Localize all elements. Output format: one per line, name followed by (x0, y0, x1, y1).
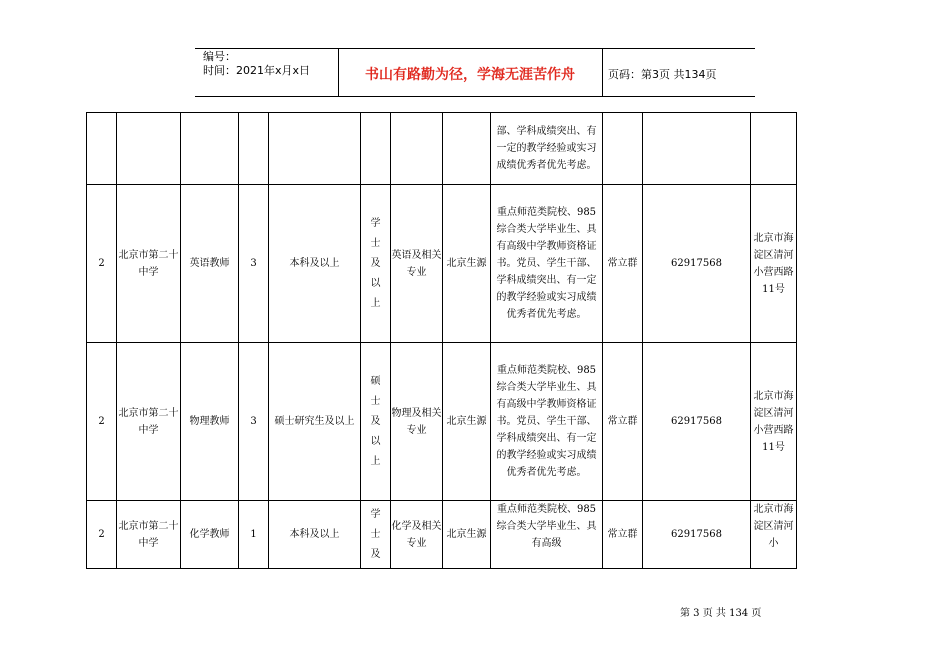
cell-count: 3 (239, 185, 269, 343)
header-motto: 书山有路勤为径，学海无涯苦作舟 (365, 67, 575, 83)
cell-address: 北京市海淀区清河小营西路11号 (751, 343, 797, 501)
cell-origin: 北京生源 (443, 343, 491, 501)
header-page-label: 页码：第3页 共134页 (608, 68, 717, 81)
cell-school (117, 113, 181, 185)
cell-no (87, 113, 117, 185)
table-row (87, 501, 797, 569)
cell-school: 北京市第二十中学 (117, 343, 181, 501)
cell-contact: 常立群 (603, 185, 643, 343)
cell-major: 化学及相关专业 (391, 501, 443, 569)
footer-page-number: 第 3 页 共 134 页 (680, 608, 762, 619)
cell-conditions (491, 185, 603, 343)
table-row (87, 343, 797, 501)
table-row (87, 185, 797, 343)
degree-text: 学士及以上 (370, 217, 381, 309)
cell-address (751, 113, 797, 185)
header-time-label: 时间：2021年x月x日 (203, 64, 311, 77)
cell-origin: 北京生源 (443, 501, 491, 569)
conditions-text: 重点师范类院校、985综合类大学毕业生、具有高级 (496, 504, 597, 549)
cell-no: 2 (87, 501, 117, 569)
degree-text: 硕士及以上 (370, 375, 381, 467)
conditions-text: 重点师范类院校、985综合类大学毕业生、具有高级中学教师资格证书。党员、学生干部、学科成绩突出、有一定的教学经验或实习成绩优秀者优先考虑。 (496, 365, 597, 478)
cell-conditions (491, 501, 603, 569)
cell-subject: 英语教师 (181, 185, 239, 343)
header-meta (203, 50, 310, 78)
cell-major: 英语及相关专业 (391, 185, 443, 343)
degree-text: 学士及 (370, 508, 381, 560)
cell-degree (361, 343, 391, 501)
cell-conditions (491, 343, 603, 501)
header-bottom-rule (195, 96, 755, 97)
cell-subject: 化学教师 (181, 501, 239, 569)
cell-education: 硕士研究生及以上 (269, 343, 361, 501)
cell-address: 北京市海淀区清河小营西路11号 (751, 185, 797, 343)
cell-origin: 北京生源 (443, 185, 491, 343)
cell-contact (603, 113, 643, 185)
cell-education: 本科及以上 (269, 501, 361, 569)
header-number-label: 编号： (203, 50, 236, 63)
cell-school: 北京市第二十中学 (117, 185, 181, 343)
cell-education (269, 113, 361, 185)
cell-degree (361, 501, 391, 569)
cell-phone: 62917568 (643, 185, 751, 343)
cell-subject (181, 113, 239, 185)
cell-degree (361, 113, 391, 185)
cell-degree (361, 185, 391, 343)
conditions-text: 部、学科成绩突出、有一定的教学经验或实习成绩优秀者优先考虑。 (496, 126, 597, 171)
cell-contact: 常立群 (603, 501, 643, 569)
cell-phone: 62917568 (643, 343, 751, 501)
cell-no: 2 (87, 343, 117, 501)
cell-count (239, 113, 269, 185)
cell-phone (643, 113, 751, 185)
cell-count: 1 (239, 501, 269, 569)
header-top-rule (195, 48, 755, 49)
cell-contact: 常立群 (603, 343, 643, 501)
cell-origin (443, 113, 491, 185)
recruitment-table (86, 112, 797, 569)
cell-address: 北京市海淀区清河小 (751, 501, 797, 569)
header-divider (602, 48, 603, 96)
cell-education: 本科及以上 (269, 185, 361, 343)
cell-count: 3 (239, 343, 269, 501)
cell-school: 北京市第二十中学 (117, 501, 181, 569)
cell-conditions (491, 113, 603, 185)
cell-major (391, 113, 443, 185)
table-row (87, 113, 797, 185)
cell-no: 2 (87, 185, 117, 343)
cell-phone: 62917568 (643, 501, 751, 569)
cell-subject: 物理教师 (181, 343, 239, 501)
conditions-text: 重点师范类院校、985综合类大学毕业生、具有高级中学教师资格证书。党员、学生干部、学科成绩突出、有一定的教学经验或实习成绩优秀者优先考虑。 (496, 207, 597, 320)
cell-major: 物理及相关专业 (391, 343, 443, 501)
